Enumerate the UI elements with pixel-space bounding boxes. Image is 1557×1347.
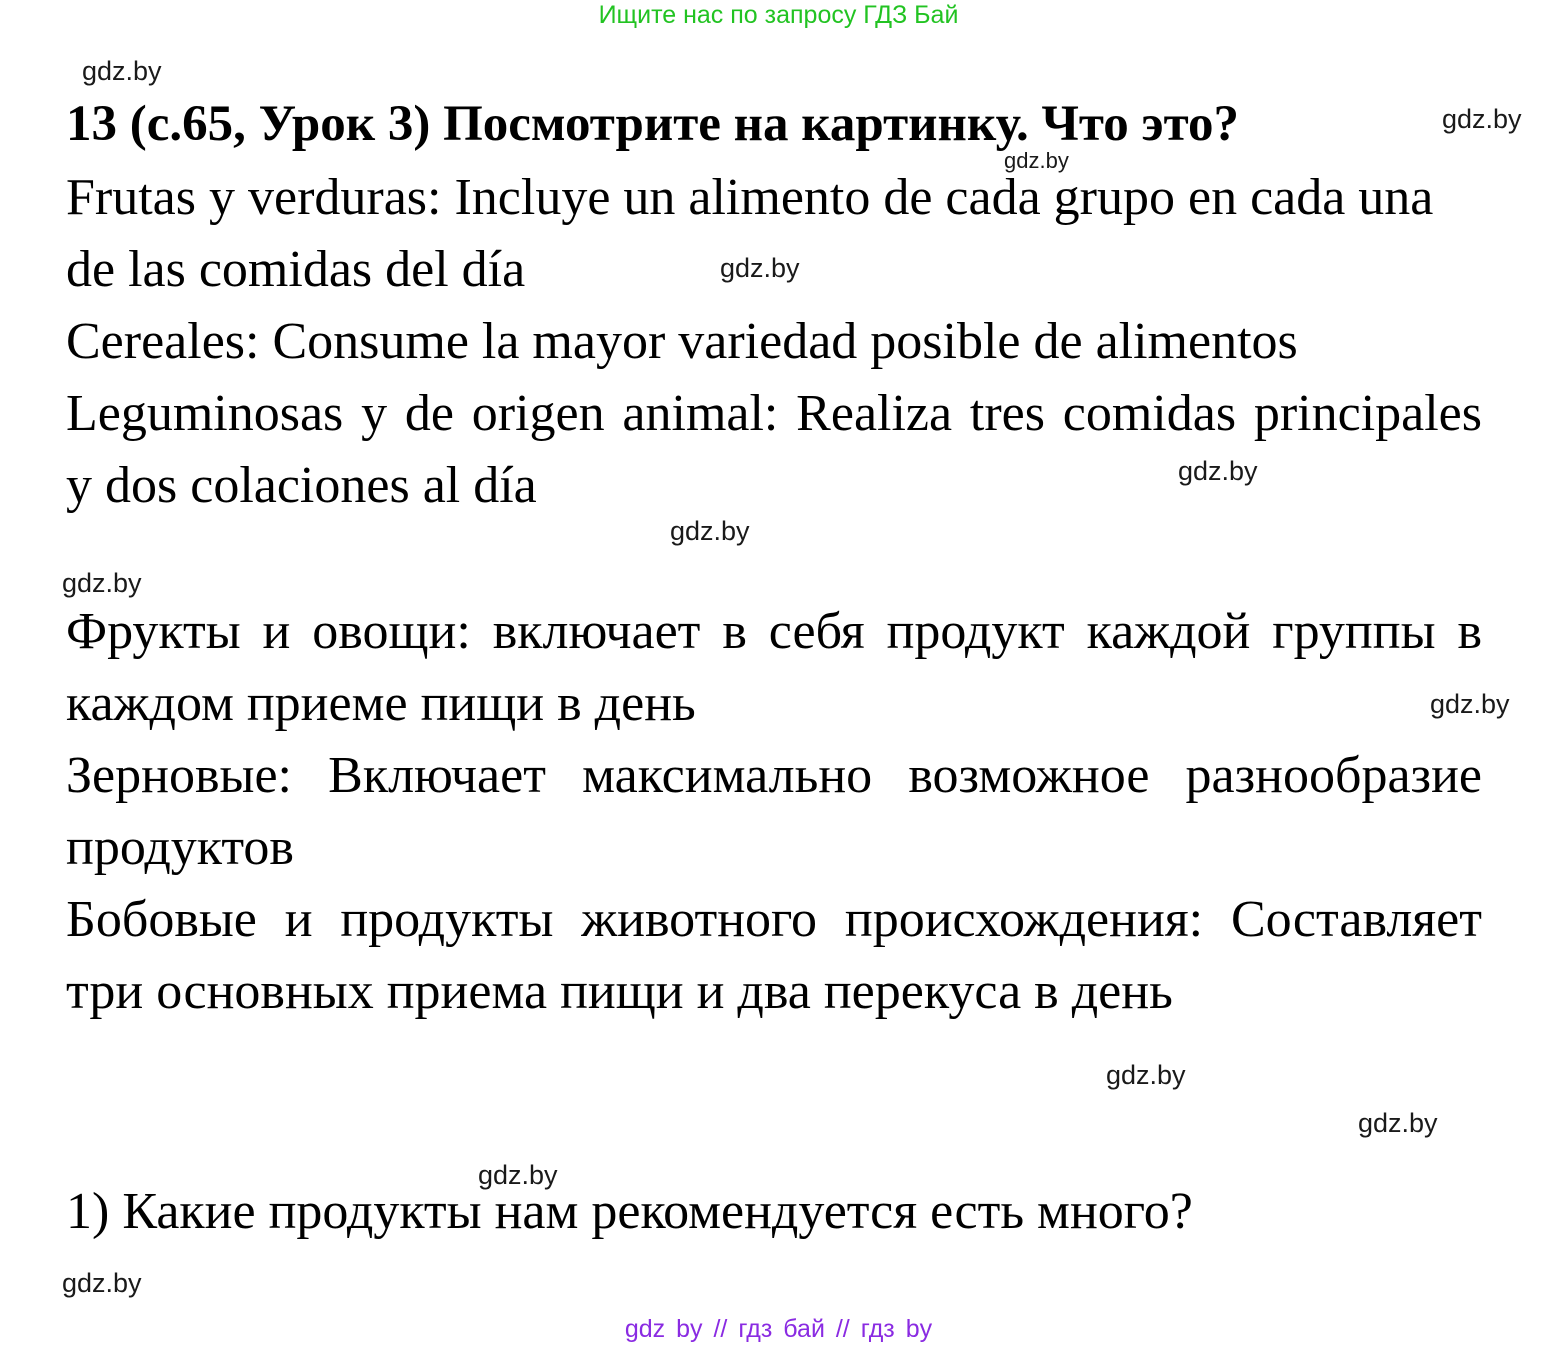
watermark: gdz.by <box>1430 689 1510 719</box>
watermark: gdz.by <box>82 56 162 86</box>
watermark: gdz.by <box>62 1268 142 1298</box>
watermark: gdz.by <box>670 516 750 546</box>
paragraph-es-legumes: Leguminosas y de origen animal: Realiza tres comidas principales y dos colaciones al día <box>66 385 1482 514</box>
paragraph-ru-cereals: Зерновые: Включает максимально возможное разнообразие продуктов <box>66 747 1482 876</box>
paragraph-es-fruits: Frutas y verduras: Incluye un alimento de cada grupo en cada una de las comidas del día <box>66 169 1434 298</box>
watermark: gdz.by <box>478 1160 558 1190</box>
watermark: gdz.by <box>720 253 800 283</box>
paragraph-ru-fruits: Фрукты и овощи: включает в себя продукт каждой группы в каждом приеме пищи в день <box>66 603 1482 732</box>
watermark: gdz.by <box>1358 1108 1438 1138</box>
paragraph-es-cereals: Cereales: Consume la mayor variedad posible de alimentos <box>66 313 1298 370</box>
exercise-heading: 13 (с.65, Урок 3) Посмотрите на картинку. Что это? <box>66 96 1239 152</box>
watermark: gdz.by <box>1178 456 1258 486</box>
watermark: gdz.by <box>62 568 142 598</box>
site-banner: Ищите нас по запросу ГДЗ Бай <box>598 1 959 29</box>
paragraph-ru-legumes: Бобовые и продукты животного происхождения: Составляет три основных приема пищи и два перекуса в день <box>66 891 1482 1020</box>
watermark: gdz.by <box>1442 104 1522 134</box>
watermark: gdz.by <box>1106 1060 1186 1090</box>
question-1: 1) Какие продукты нам рекомендуется есть много? <box>66 1183 1193 1240</box>
footer-links: gdz by // гдз бай // гдз by <box>624 1315 933 1343</box>
watermark: gdz.by <box>1004 148 1069 173</box>
